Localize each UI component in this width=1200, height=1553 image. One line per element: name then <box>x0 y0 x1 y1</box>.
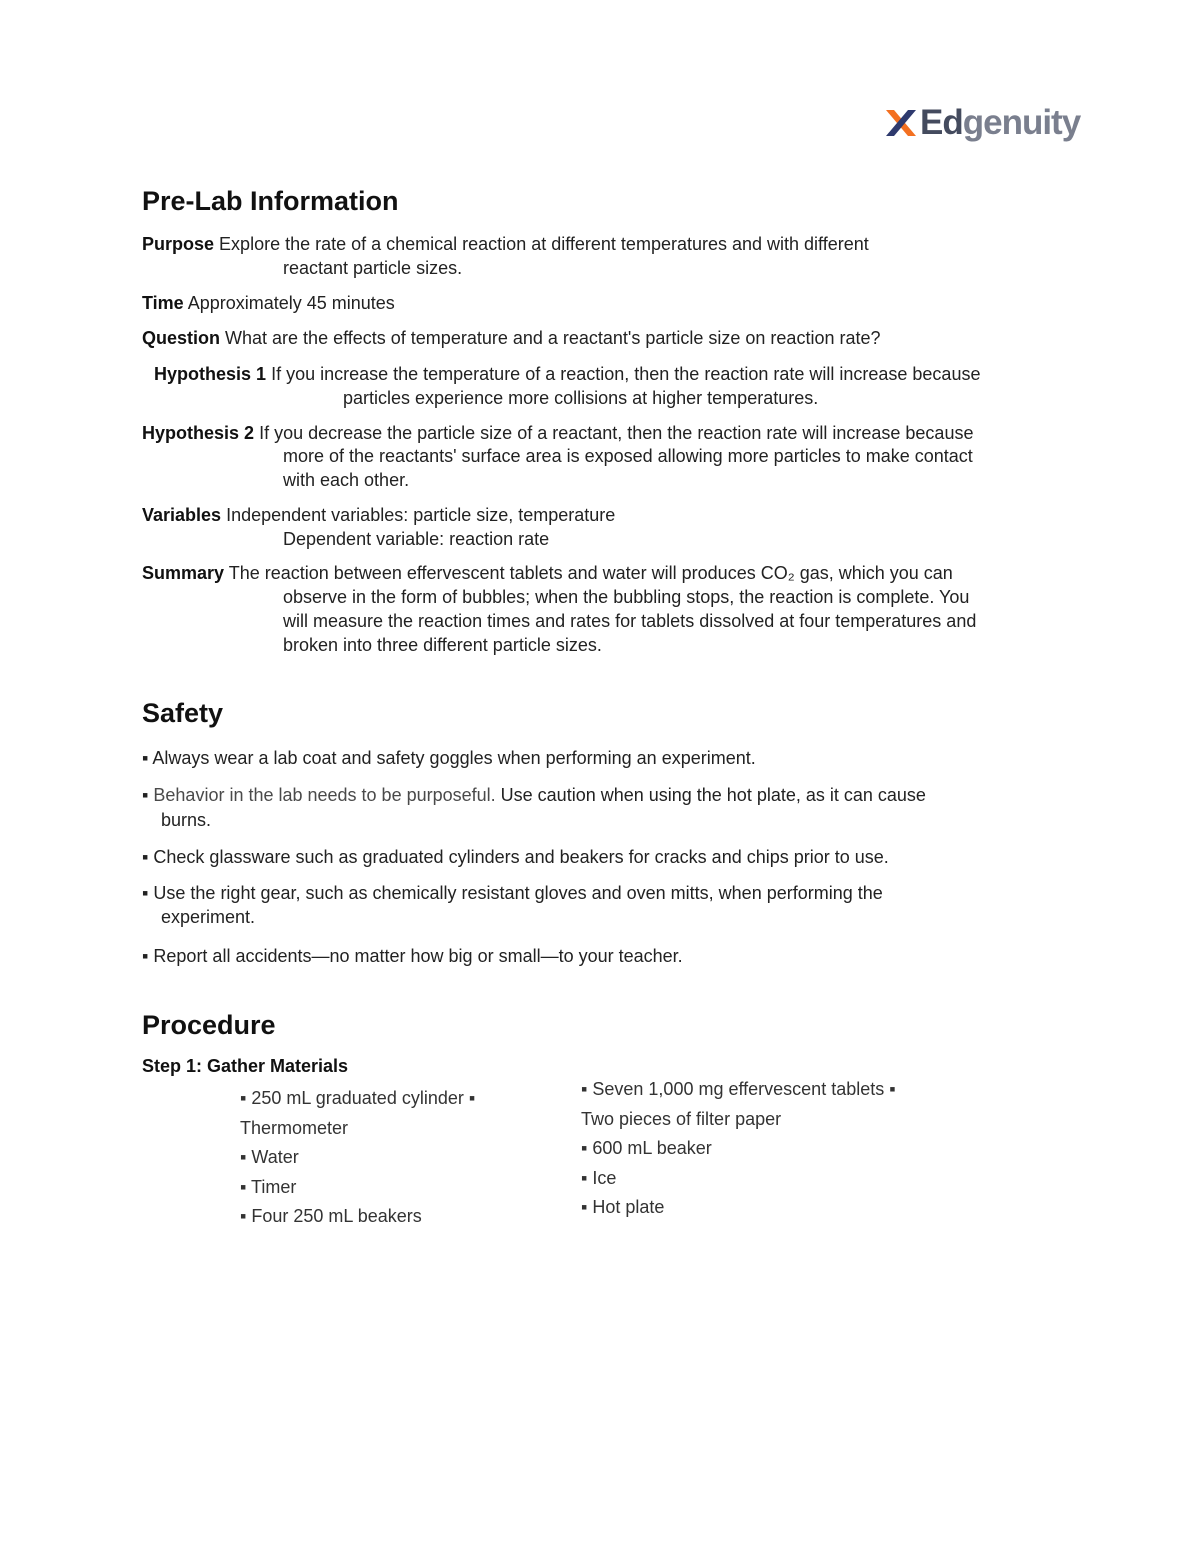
list-item: ▪ 600 mL beaker <box>581 1138 712 1158</box>
purpose-row <box>142 232 869 256</box>
hypothesis1-text-line1: If you increase the temperature of a reaction, then the reaction rate will increase because <box>271 364 981 384</box>
hypothesis1-row <box>154 362 980 386</box>
safety-item-5-text: Report all accidents—no matter how big or small—to your teacher. <box>153 946 683 966</box>
time-text: Approximately 45 minutes <box>187 293 395 313</box>
summary-text-line2: observe in the form of bubbles; when the bubbling stops, the reaction is complete. You <box>283 587 970 607</box>
hypothesis2-text-line3: with each other. <box>283 470 410 490</box>
hypothesis1-label: Hypothesis 1 <box>154 364 267 384</box>
list-item: ▪ Seven 1,000 mg effervescent tablets ▪ <box>581 1079 896 1099</box>
list-item: ▪ Ice <box>581 1167 617 1188</box>
bullet-icon: ▪ <box>142 946 149 966</box>
safety-item-2-text-grey: Behavior in the lab needs to be purposeful. <box>153 785 496 805</box>
purpose-text-line1: Explore the rate of a chemical reaction at different temperatures and with different <box>219 234 869 254</box>
list-item: ▪ Timer <box>240 1176 297 1197</box>
list-item: Two pieces of filter paper <box>581 1108 782 1129</box>
question-label: Question <box>142 328 221 348</box>
hypothesis2-text-line1: If you decrease the particle size of a reactant, then the reaction rate will increase because <box>259 423 974 443</box>
hypothesis1-text-line2: particles experience more collisions at higher temperatures. <box>343 388 819 408</box>
logo-ed-text: Ed <box>920 103 963 142</box>
question-text: What are the effects of temperature and a reactant's particle size on reaction rate? <box>225 328 881 348</box>
bullet-icon: ▪ <box>142 748 149 768</box>
safety-item-4-line2: experiment. <box>161 907 256 927</box>
bullet-icon: ▪ <box>142 785 149 805</box>
variables-row <box>142 503 615 527</box>
hypothesis2-text-line2: more of the reactants' surface area is exposed allowing more particles to make contact <box>283 446 973 466</box>
summary-text-line4: broken into three different particle sizes. <box>283 635 602 655</box>
list-item: ▪ 250 mL graduated cylinder ▪ <box>240 1088 476 1108</box>
safety-item-1-text: Always wear a lab coat and safety goggles when performing an experiment. <box>152 748 756 768</box>
safety-item-2-line2: burns. <box>161 810 212 830</box>
safety-item-4 <box>142 881 883 905</box>
procedure-heading: Procedure <box>142 1010 276 1040</box>
time-label: Time <box>142 293 184 313</box>
safety-item-4-text: Use the right gear, such as chemically resistant gloves and oven mitts, when performing the <box>153 883 883 903</box>
summary-text-line3: will measure the reaction times and rates for tablets dissolved at four temperatures and <box>283 611 977 631</box>
list-item: ▪ Water <box>240 1147 299 1167</box>
safety-item-3-text: Check glassware such as graduated cylinders and beakers for cracks and chips prior to use. <box>153 847 889 867</box>
safety-item-1 <box>142 746 756 770</box>
summary-text-line1: The reaction between effervescent tablets and water will produces CO₂ gas, which you can <box>228 563 953 583</box>
safety-item-5 <box>142 944 683 968</box>
safety-item-3 <box>142 845 889 869</box>
logo-genuity-text: genuity <box>962 103 1081 142</box>
purpose-text-line2: reactant particle sizes. <box>283 258 463 278</box>
hypothesis2-label: Hypothesis 2 <box>142 423 255 443</box>
edgenuity-x-icon <box>884 106 918 140</box>
variables-text-line2: Dependent variable: reaction rate <box>283 529 550 549</box>
list-item: ▪ Four 250 mL beakers <box>240 1206 422 1226</box>
prelab-heading: Pre-Lab Information <box>142 186 399 216</box>
purpose-label: Purpose <box>142 234 215 254</box>
safety-heading: Safety <box>142 698 224 728</box>
question-row <box>142 326 881 350</box>
edgenuity-logo <box>884 100 1080 146</box>
materials-left-column <box>240 1084 475 1232</box>
variables-label: Variables <box>142 505 222 525</box>
logo-wordmark <box>920 100 1080 146</box>
list-item: ▪ Hot plate <box>581 1197 665 1217</box>
step1-title: Step 1: Gather Materials <box>142 1056 349 1076</box>
time-row <box>142 291 395 315</box>
materials-right-column <box>581 1075 896 1223</box>
variables-text-line1: Independent variables: particle size, temperature <box>226 505 616 525</box>
hypothesis2-row <box>142 421 973 445</box>
bullet-icon: ▪ <box>142 847 149 867</box>
list-item: Thermometer <box>240 1117 349 1138</box>
summary-label: Summary <box>142 563 225 583</box>
bullet-icon: ▪ <box>142 883 149 903</box>
safety-item-2 <box>142 783 926 807</box>
summary-row <box>142 561 953 585</box>
safety-item-2-text: Use caution when using the hot plate, as it can cause <box>495 785 926 805</box>
